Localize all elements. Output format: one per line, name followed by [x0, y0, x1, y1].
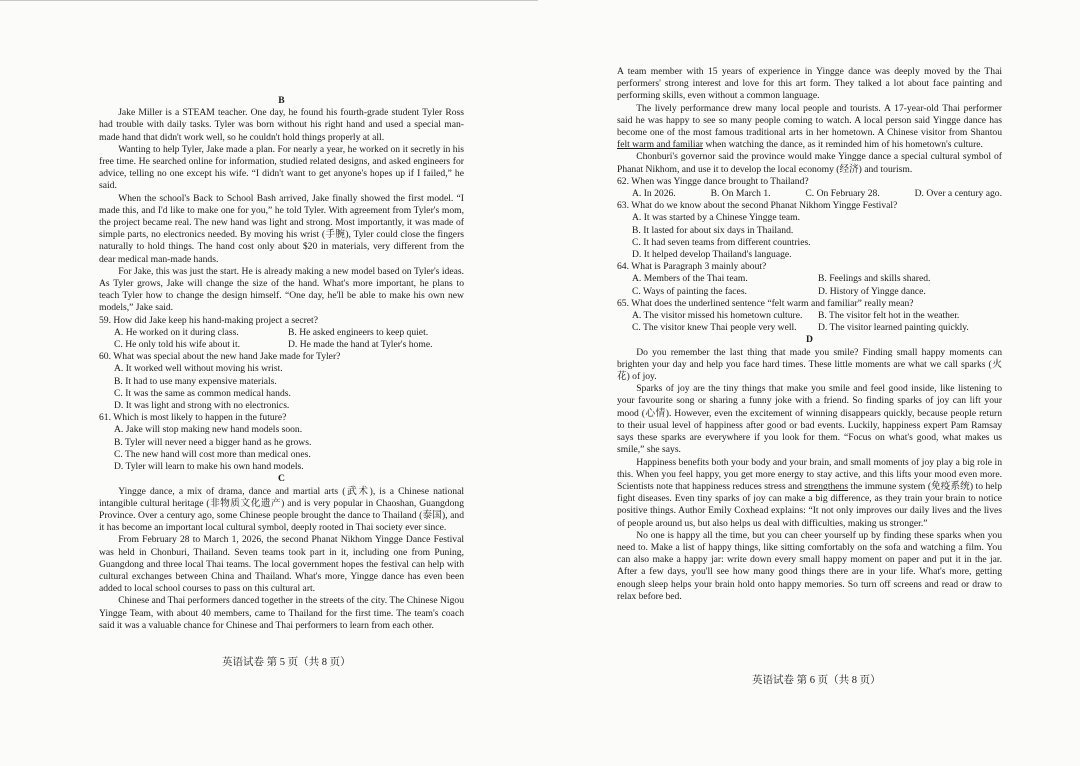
option-61-b: B. Tyler will never need a bigger hand as he grows.: [114, 436, 312, 448]
passage-d-paragraph-4: No one is happy all the time, but you can cheer yourself up by finding these sparks when you need to. Make a list of happy things, like sitting comfortably on the sofa and watching a film. You can also make a happy jar: write down every small happy moment on paper and put it in the jar. After a few days, you'll see how many good things there are in your life. What's more, getting enough sleep helps your brain hold onto happy memories. So turn off screens and read or draw to relax before bed.: [617, 529, 1002, 602]
option-64-d: D. History of Yingge dance.: [818, 285, 926, 297]
option-60-b: B. It had to use many expensive materials.: [114, 375, 277, 387]
option-60-a: A. It worked well without moving his wrist.: [114, 363, 283, 375]
top-rule: [0, 0, 538, 1]
option-62-c: C. On February 28.: [805, 188, 880, 200]
option-62-d: D. Over a century ago.: [914, 188, 1002, 200]
question-64: 64. What is Paragraph 3 mainly about?: [617, 261, 767, 273]
option-65-b: B. The visitor felt hot in the weather.: [818, 310, 960, 322]
option-61-c: C. The new hand will cost more than medical ones.: [114, 448, 311, 460]
passage-c-paragraph-5: [617, 103, 1002, 152]
section-b-title: B: [278, 95, 285, 106]
option-65-a: A. The visitor missed his hometown culture.: [632, 310, 803, 322]
question-62-options: [617, 188, 1002, 200]
option-59-d: D. He made the hand at Tyler's home.: [288, 339, 433, 351]
underlined-word: strengthens: [804, 480, 849, 492]
option-65-d: D. The visitor learned painting quickly.: [818, 322, 969, 334]
question-64-options: [617, 273, 1002, 297]
question-59-options: [99, 327, 464, 351]
question-65: 65. What does the underlined sentence “felt warm and familiar” really mean?: [617, 297, 914, 309]
question-63: 63. What do we know about the second Phanat Nikhom Yingge Festival?: [617, 200, 898, 212]
passage-c-paragraph-6: Chonburi's governor said the province would make Yingge dance a special cultural symbol of Phanat Nikhom, and use it to develop the local economy (经济) and tourism.: [617, 151, 1002, 175]
option-64-a: A. Members of the Thai team.: [632, 273, 748, 285]
passage-b-paragraph-2: Wanting to help Tyler, Jake made a plan. For nearly a year, he worked on it secretly in his free time. He searched online for information, studied related designs, and asked engineers for advice, telling no one except his wife. “I didn't want to get anyone's hopes up if I failed,” he said.: [99, 143, 464, 192]
passage-b-paragraph-1: Jake Miller is a STEAM teacher. One day, he found his fourth-grade student Tyler Ross had trouble with daily tasks. Tyler was born without his right hand and used a special man-made hand that didn't work well, so he couldn't hold things properly at all.: [99, 107, 464, 143]
option-60-c: C. It was the same as common medical hands.: [114, 387, 291, 399]
option-61-a: A. Jake will stop making new hand models soon.: [114, 424, 303, 436]
option-60-d: D. It was light and strong with no electronics.: [114, 400, 290, 412]
option-63-d: D. It helped develop Thailand's language.: [632, 249, 792, 261]
question-65-options: [617, 310, 1002, 334]
right-page: [617, 66, 1002, 603]
paragraph-d3-text-end: the immune system (免疫系统) to help fight diseases. Even tiny sparks of joy can make a big difference, as they train your brain to notice positive things. Author Emily Coxhead explains: “It not only improves our daily lives and the lives of people around us, but also helps us deal with difficulties, making us stronger.”: [617, 480, 1002, 529]
option-59-b: B. He asked engineers to keep quiet.: [288, 326, 429, 338]
question-60: 60. What was special about the new hand Jake made for Tyler?: [99, 351, 341, 363]
option-59-a: A. He worked on it during class.: [114, 326, 239, 338]
passage-d-paragraph-1: Do you remember the last thing that made you smile? Finding small happy moments can brighten your day and help you face hard times. These little moments are what we call sparks (火花) of joy.: [617, 346, 1002, 383]
option-62-b: B. On March 1.: [710, 188, 771, 200]
option-63-c: C. It had seven teams from different countries.: [632, 236, 811, 248]
passage-d-paragraph-2: Sparks of joy are the tiny things that make you smile and feel good inside, like listening to your favourite song or sharing a funny joke with a friend. So finding sparks of joy can lift your mood (心情). However, even the excitement of winning disappears quickly, because people return to their usual level of happiness after good or bad events. Luckily, happiness expert Pam Ramsay says these sparks are everywhere if you look for them. “Focus on what's good, what makes us smile,” she says.: [617, 383, 1002, 456]
question-59: 59. How did Jake keep his hand-making project a secret?: [99, 314, 318, 326]
option-62-a: A. In 2026.: [632, 188, 676, 200]
option-59-c: C. He only told his wife about it.: [114, 339, 241, 351]
option-63-a: A. It was started by a Chinese Yingge team.: [632, 212, 801, 224]
option-61-d: D. Tyler will learn to make his own hand models.: [114, 461, 304, 473]
option-64-b: B. Feelings and skills shared.: [818, 273, 931, 285]
option-63-b: B. It lasted for about six days in Thailand.: [632, 224, 794, 236]
passage-c-paragraph-1: Yingge dance, a mix of drama, dance and martial arts (武术), is a Chinese national intangible cultural heritage (非物质文化遗产) and is very popular in Chaoshan, Guangdong Province. Over a century ago, some Chinese people brought the dance to Thailand (泰国), and it has become an important local cultural symbol, deeply rooted in Thai society ever since.: [99, 485, 464, 534]
passage-c-paragraph-2: From February 28 to March 1, 2026, the second Phanat Nikhom Yingge Dance Festival was held in Chonburi, Thailand. Seven teams took part in it, including one from Puning, Guangdong and three local Thai teams. The local government hopes the festival can help with cultural exchanges between China and Thailand. What's more, Yingge dance has even been added to local school courses to pass on this cultural art.: [99, 534, 464, 595]
left-page-footer: 英语试卷 第 5 页（共 8 页）: [222, 657, 351, 668]
question-62: 62. When was Yingge dance brought to Thailand?: [617, 175, 809, 187]
passage-c-paragraph-4: A team member with 15 years of experience in Yingge dance was deeply moved by the Thai performers' strong interest and love for this art form. They talked a lot about face painting and performing skills, even without a common language.: [617, 66, 1002, 102]
paragraph-5-text-start: The lively performance drew many local people and tourists. A 17-year-old Thai performer said he was happy to see so many people coming to watch. A local person said Yingge dance has become one of the most famous traditional arts in her hometown. A Chinese visitor from Shantou: [617, 102, 1002, 139]
question-61: 61. Which is most likely to happen in the future?: [99, 412, 287, 424]
left-page: [99, 95, 464, 632]
passage-d-paragraph-3: [617, 457, 1002, 530]
option-65-c: C. The visitor knew Thai people very well.: [632, 322, 797, 334]
section-c-title: C: [278, 473, 285, 485]
right-page-footer: 英语试卷 第 6 页（共 8 页）: [752, 675, 881, 686]
passage-b-paragraph-3: When the school's Back to School Bash arrived, Jake finally showed the first model. “I made this, and I'd like to make one for you,” he told Tyler. With agreement from Tyler's mom, the project became real. The new hand was light and strong. Most importantly, it was made of simple parts, no electronics needed. By moving his wrist (手腕), Tyler could close the fingers naturally to hold things. The hand cost only about $20 in materials, very different from the dear medical man-made hands.: [99, 192, 464, 265]
paragraph-5-text-end: when watching the dance, as it reminded him of his hometown's culture.: [703, 139, 983, 151]
underlined-sentence: felt warm and familiar: [617, 139, 704, 151]
passage-b-paragraph-4: For Jake, this was just the start. He is already making a new model based on Tyler's ideas. As Tyler grows, Jake will change the size of the hand. What's more important, he plans to teach Tyler how to change the design himself. “One day, he'll be able to make his own new models,” Jake said.: [99, 265, 464, 314]
paragraph-d3-text-start: Happiness benefits both your body and your brain, and small moments of joy play a big role in this. When you feel happy, you get more energy to stay active, and this lifts your mood even more. Scientists note that happiness reduces stress and: [617, 456, 1002, 492]
option-64-c: C. Ways of painting the faces.: [632, 285, 747, 297]
section-d-title: D: [806, 334, 813, 346]
passage-c-paragraph-3: Chinese and Thai performers danced together in the streets of the city. The Chinese Nigou Yingge Team, with about 40 members, came to Thailand for the first time. The team's coach said it was a valuable chance for Chinese and Thai performers to learn from each other.: [99, 595, 464, 631]
